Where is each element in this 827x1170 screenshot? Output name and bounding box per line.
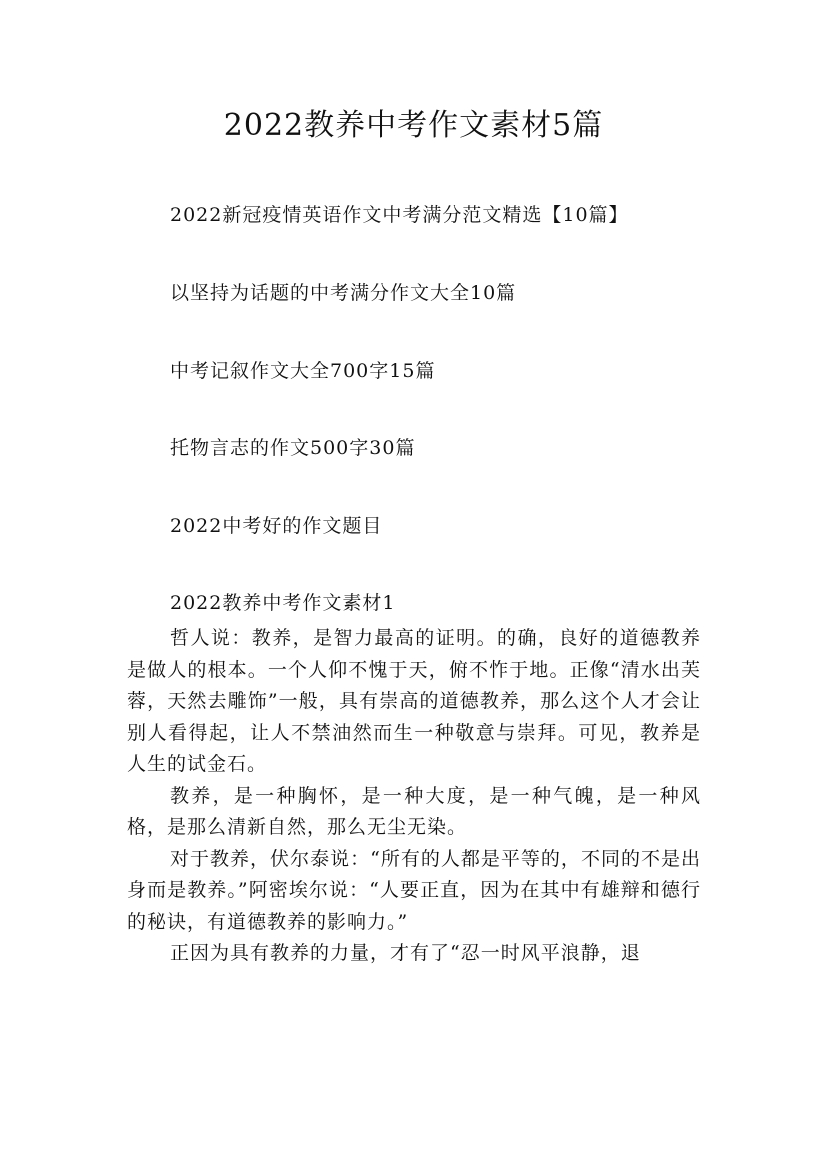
related-link-2[interactable]: 以坚持为话题的中考满分作文大全10篇 xyxy=(170,282,517,304)
related-link-1[interactable]: 2022新冠疫情英语作文中考满分范文精选【10篇】 xyxy=(170,204,629,226)
related-link-4[interactable]: 托物言志的作文500字30篇 xyxy=(170,437,416,459)
section-heading: 2022教养中考作文素材1 xyxy=(170,592,396,614)
paragraph: 正因为具有教养的力量，才有了“忍一时风平浪静，退 xyxy=(170,942,641,964)
paragraph: 教养，是一种胸怀，是一种大度，是一种气魄，是一种风格，是那么清新自然，那么无尘无染。 xyxy=(127,784,701,838)
article-body xyxy=(127,623,701,970)
paragraph: 对于教养，伏尔泰说：“所有的人都是平等的，不同的不是出身而是教养。”阿密埃尔说：“人要正直，因为在其中有雄辩和德行的秘诀，有道德教养的影响力。” xyxy=(127,847,701,933)
document-title: 2022教养中考作文素材5篇 xyxy=(223,108,604,143)
related-link-5[interactable]: 2022中考好的作文题目 xyxy=(170,515,383,537)
related-link-3[interactable]: 中考记叙作文大全700字15篇 xyxy=(170,360,436,382)
paragraph: 哲人说：教养，是智力最高的证明。的确，良好的道德教养是做人的根本。一个人仰不愧于天，俯不怍于地。正像“清水出芙蓉，天然去雕饰”一般，具有崇高的道德教养，那么这个人才会让别人看得起，让人不禁油然而生一种敬意与崇拜。可见，教养是人生的试金石。 xyxy=(127,627,701,775)
